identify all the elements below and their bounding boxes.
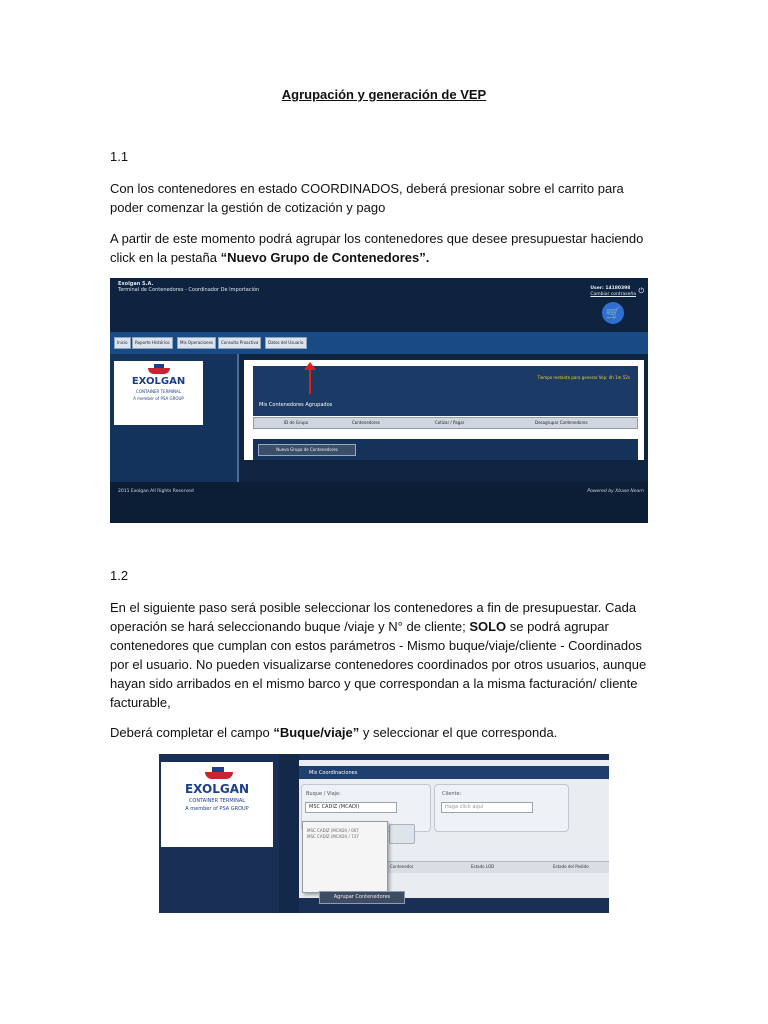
tab-reporte-historico[interactable]: Reporte Histórico (132, 337, 173, 349)
tab-mis-operaciones[interactable]: Mis Operaciones (177, 337, 216, 349)
buque-viaje-input[interactable]: MSC CADIZ (MCADI) (305, 802, 397, 813)
paragraph-text-continued: se podrá agrupar contenedores que cumplan con estos parámetros - Mismo buque/viaje/cliente - Coordinados por el usuario. No pueden visualizarse contenedores coordinados por otros usuarios, aunque hayan sido arribados en el mismo barco y que correspondan a la misma facturación/ cliente facturable, (110, 619, 647, 710)
screenshot-exolgan-portal (110, 278, 648, 523)
paragraph-1-2-a (110, 598, 655, 712)
user-info (590, 286, 636, 298)
paragraph-1-2-b (110, 723, 655, 742)
logo-ship-hull (148, 368, 170, 374)
tab-datos-usuario[interactable]: Datos del Usuario (265, 337, 307, 349)
logo-name: EXOLGAN (184, 782, 250, 796)
company-name: Exolgan S.A. (118, 281, 154, 287)
column-id-grupo: ID de Grupo (284, 420, 309, 425)
column-estado-lod: Estado LOD (471, 864, 495, 869)
logo-subtitle: CONTAINER TERMINAL (136, 389, 181, 394)
column-desagrupar: Desagrupar Contenedores (535, 420, 588, 425)
groups-title: Mis Contenedores Agrupados (259, 402, 333, 408)
tab-inicio[interactable]: Inicio (114, 337, 131, 349)
dropdown-option[interactable]: MSC CADIZ (MCADI) / 007 (307, 828, 359, 833)
section-number-1-2: 1.2 (110, 568, 129, 583)
panel-divider (237, 354, 239, 482)
cart-icon[interactable]: 🛒 (602, 302, 624, 324)
cliente-label: Cliente: (442, 791, 462, 797)
time-remaining-text: Tiempo restante para generar Vep: 4h 1m 52s (537, 375, 630, 380)
company-info (118, 281, 259, 293)
change-password-link[interactable]: Cambiar contraseña (590, 292, 636, 297)
paragraph-text: En el siguiente paso será posible seleccionar los contenedores a fin de presupuestar. Cada operación se hará seleccionando buque /viaje y N° de cliente; (110, 600, 637, 634)
footer-powered: Powered by Xbase Nearn (587, 489, 644, 494)
logo-subtitle: CONTAINER TERMINAL (188, 798, 246, 804)
power-icon[interactable]: ⏻ (638, 287, 644, 295)
paragraph-1-1-a: Con los contenedores en estado COORDINADOS, deberá presionar sobre el carrito para poder comenzar la gestión de cotización y pago (110, 181, 624, 215)
paragraph-1-1-b (110, 229, 655, 267)
footer-copyright: 2011 Exolgan All Rights Reserved (118, 489, 194, 494)
column-contenedor: Contenedor (390, 864, 414, 869)
column-estado-pedido: Estado del Pedido (553, 864, 589, 869)
agrupar-contenedores-button[interactable]: Agrupar Contenedores (319, 891, 405, 904)
dropdown-option[interactable]: MSC CADIZ (MCADI) / 737 (307, 834, 359, 839)
screenshot-mis-coordinaciones (159, 754, 609, 913)
paragraph-bold-text: SOLO (469, 619, 507, 634)
column-contenedores: Contenedores (352, 420, 380, 425)
exolgan-logo (161, 762, 273, 847)
panel-divider (279, 754, 299, 913)
paragraph-bold-text: “Buque/viaje” (273, 725, 360, 740)
logo-ship-hull (205, 772, 233, 779)
exolgan-logo (114, 361, 203, 425)
red-arrow-shaft (309, 368, 311, 394)
tab-consulta-proactiva[interactable]: Consulta Proactiva (218, 337, 261, 349)
search-button[interactable] (389, 824, 415, 844)
logo-member-line: A member of PSA GROUP (185, 806, 249, 812)
paragraph-text-suffix: y seleccionar el que corresponda. (359, 725, 558, 740)
buque-label: Buque / Viaje: (306, 791, 341, 797)
paragraph-bold-text: “Nuevo Grupo de Contenedores”. (220, 250, 430, 265)
column-cotizar-pagar: Cotizar / Pagar (435, 420, 465, 425)
document-title: Agrupación y generación de VEP (281, 87, 487, 102)
paragraph-text: A partir de este momento podrá agrupar los contenedores que desee presupuestar haciendo click en la pestaña (110, 231, 644, 265)
paragraph-text: Deberá completar el campo (110, 725, 274, 740)
section-number-1-1: 1.1 (110, 149, 129, 164)
panel-header-title: Mis Coordinaciones (309, 770, 358, 776)
logo-member-line: A member of PSA GROUP (133, 396, 184, 401)
logo-name: EXOLGAN (131, 376, 186, 387)
company-subtitle: Terminal de Contenedores - Coordinador De Importación (118, 287, 260, 293)
user-label: User: 14180398 (590, 286, 631, 291)
cliente-input[interactable]: Haga click aquí (441, 802, 533, 813)
new-group-button[interactable]: Nuevo Grupo de Contenedores (258, 444, 356, 456)
